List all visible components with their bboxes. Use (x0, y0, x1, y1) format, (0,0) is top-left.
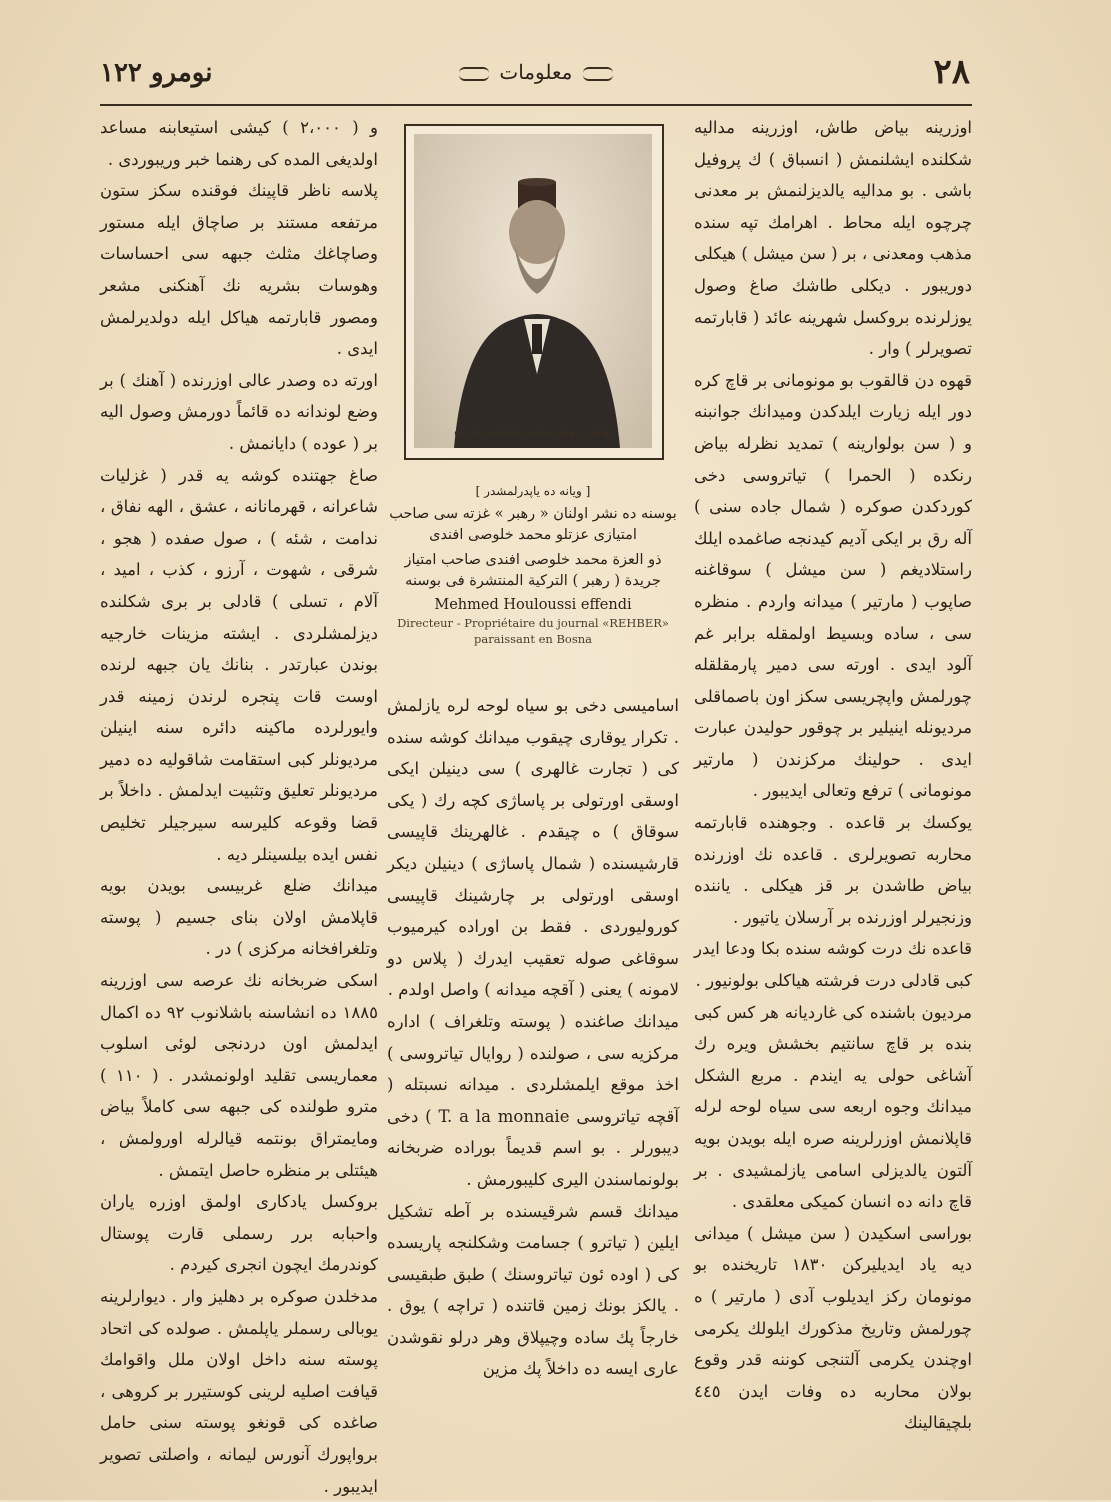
portrait-inscription: بهجه بربهجه صاحبه امضاسه دکرده (454, 425, 612, 438)
figure-caption (387, 484, 679, 647)
caption-french-1: Directeur - Propriétaire du journal «REHBER» (397, 616, 669, 630)
paragraph: صاغ جهتنده کوشه یه قدر ( غزلیات شاعرانه ، قهرمانانه ، عشق ، الهه نفاق ، ندامت ، شئه ) ، صول صفده ( هجو ، شرقی ، شهوت ، آرزو ، کذب ، امید ، آلام ، تسلی ) قادلی بر بری شکلنده دیزلمشلردی . ایشته مزینات خارجیه بوندن عبارتدر . بنانك یان جبهه لرنده اوست قات پنجره لرندن زمینه قدر وایورلرده ماکینه دائره سنه اینیلن مردیونلر کبی استقامت شاقولیه ده دمیر مردیونلر تعلیق وتثبیت ایدلمش . داخلاً بر قضا وقوعه کلیرسه سیرجیلر تخلیص نفس ایده بیلسینلر دیه . (100, 465, 378, 864)
column-right (694, 112, 972, 1433)
caption-ottoman-1: بوسنه ده نشر اولنان « رهبر » غزته سی صاحب امتیازی عزتلو محمد خلوصی افندی (389, 506, 677, 543)
portrait-icon (414, 134, 652, 448)
paragraph: میدانك قسم شرقیسنده بر آطه تشکیل ایلین ( تیاترو ) جسامت وشکلنجه پاریسده کی ( اوده ئون تیاتروسنك ) طبق طبقیسی . یالکز بونك زمین قاتنده ( تراچه ) یوق . خارجاً پك ساده وچیپلاق وهر درلو نقوشدن عاری ایسه ده داخلاً پك مزین (387, 1201, 679, 1379)
left-ornament-icon (583, 67, 613, 81)
header-rule (100, 104, 972, 106)
paragraph: مدخلدن صوکره بر دهلیز وار . دیوارلرینه یوبالی رسملر یاپلمش . صولده کی اتحاد پوسته سنه داخل اولان ملل واقوامك قیافت اصلیه لرینی کوستیرر بر کروهی ، صاغده کی قونغو پوسته سنی حامل برواپورك آنورس لیمانه ، واصلتی تصویر ایدیبور . (100, 1286, 378, 1496)
caption-french-2: paraissant en Bosna (474, 632, 592, 646)
column-middle (387, 690, 679, 1410)
paragraph: میدانك ضلع غربیسی بویدن بویه قاپلامش اولان بنای جسیم ( پوسته وتلغرافخانه مرکزی ) در . (100, 876, 378, 959)
paragraph: بوراسی اسکیدن ( سن میشل ) میدانی دیه یاد ایدیلیرکن ١٨٣٠ تاریخنده بو مونومان رکز ایدیلوب آدی ( مارتیر ) ه چورلمش وتاریخ مذکورك ایلولك یکرمی اوچندن یکرمی آلتنجی کوننه قدر وقوع بولان محاربه ده وفات ایدن ٤٤٥ بلچیقالینك (694, 1223, 972, 1433)
magazine-title-text: معلومات (499, 60, 573, 84)
magazine-title (455, 60, 617, 84)
caption-name: Mehmed Houloussi effendi (434, 597, 632, 613)
paragraph: اورته ده وصدر عالی اوزرنده ( آهنك ) بر وضع لوندانه ده قائماً دورمش وصول الیه بر ( عوده ) دایانمش . (100, 370, 378, 453)
column-left (100, 112, 378, 1496)
paragraph: بروکسل یادکاری اولمق اوزره یاران واحبابه برر رسملی قارت پوستال کوندرمك ایچون انجری کیردم . (100, 1192, 378, 1275)
paragraph: پلاسه ناظر قاپینك فوقنده سکز ستون مرتفعه مستند بر صاچاق ایله مستور وصاچاغك مثلث جبهه سی احساسات وهوسات بشریه نك آهنکنی مشعر ومصور قابارتمه هیاکل ایله دولدیرلمش ایدی . (100, 181, 378, 359)
right-ornament-icon (459, 67, 489, 81)
issue-number: نومرو ١٢٢ (100, 58, 213, 88)
paragraph: مردیون باشنده کی غاردیانه هر کس کبی بنده بر قاچ سانتیم بخشش ویره رك آشاغی حولی یه ایندم . مربع الشکل میدانك وجوه اربعه سی سیاه لوحه لرله قاپلانمش اوزرلرینه صره ایله بویدن بویه آلتون یالدیزلی اسامی یازلمشیدی . بر قاچ دانه ده انسان کمیکی معلقدی . (694, 1002, 972, 1212)
paragraph: قاعده نك درت کوشه سنده بکا ودعا ایدر کبی قادلی درت فرشته هیاکلی بولونیور . (694, 939, 972, 991)
paragraph: اوزرینه بیاض طاش، اوزرینه مدالیه شکلنده ایشلنمش ( انسباق ) ك پروفیل باشی . بو مدالیه یالدیزلنمش بر معدنی چرچوه ایله محاط . اهرامك تپه سنده مذهب ومعدنی ، بر ( سن میشل ) هیکلی دوریبور . دیکلی طاشك صاغ وصول یوزلرنده بروکسل شهرینه عائد ( قابارتمه تصویرلر ) وار . (694, 118, 972, 359)
portrait-frame (404, 124, 664, 460)
paragraph: اسکی ضربخانه نك عرصه سی اوزرینه ١٨٨٥ ده انشاسنه باشلانوب ٩٢ ده اکمال ایدلمش اون دردنجی لوئی اسلوب معماریسی تقلید اولونمشدر . ( ١١٠ ) مترو طولنده کی جبهه سی کاملاً بیاض ومایمتراق بونتمه قیالرله اورولمش ، هیئتلی بر منظره حاصل ایتمش . (100, 971, 378, 1180)
photo-credit: [ ویانه ده یاپدرلمشدر ] (475, 484, 591, 498)
paragraph: اسامیسی دخی بو سیاه لوحه لره یازلمش . تکرار یوقاری چیقوب میدانك کوشه سنده کی ( تجارت غالهری ) سی دینیلن ایکی اوسقی اورتولی بر پاساژی کچه رك ( یکی سوقاق ) ه چیقدم . غالهرینك قاپیسی قارشیسنده ( شمال پاساژی ) دینیلن دیکر اوسقی اورتولی بر چارشینك قاپیسی کورولیوردی . فقط بن اوراده کیرمیوب سوقاغی صوله تعقیب ایدرك ( پلاس دو لامونه ) یعنی ( آقچه میدانه ) واصل اولدم . (387, 696, 679, 1000)
portrait-photo (414, 134, 652, 448)
page-header (100, 52, 970, 102)
caption-ottoman-2: ذو العزة محمد خلوصی افندی صاحب امتیاز جریدة ( رهبر ) الترکیة المنتشرة فی بوسنه (404, 552, 662, 589)
paragraph: و ( ٢،٠٠٠ ) کیشی استیعابنه مساعد اولدیغی المده کی رهنما خبر وریبوردی . (100, 118, 378, 169)
paragraph: قهوه دن قالقوب بو مونومانی بر قاچ کره دور ایله زیارت ایلدکدن ومیدانك جوانبنه و ( سن بولوارینه ) تمدید نظرله بیاض رنکده ( الحمرا ) تیاتروسی دخی کوردکدن صوکره ( شمال جاده سنی ) آله رق بر ایکی آدیم کیدنجه صاغمده ایلك راستلادیغم ( سن میشل ) سوقاغنه صاپوب ( مارتیر ) میدانه واردم . منظره سی ، ساده وبسیط اولمقله برابر غم آلود ایدی . اورته سی دمیر پارمقلقله چورلمش واپچریسی سکز اون باصماقلی مردیونله اینیلیر بر چوقور حولیدن عبارت ایدی . حولینك مرکزندن ( مارتیر مونومانی ) ترفع وتعالی ایدیبور . (694, 370, 972, 801)
paragraph: یوکسك بر قاعده . وجوهنده قابارتمه محاربه تصویرلری . قاعده نك اوزرنده بیاض طاشدن بر قز هیکلی . یاننده وزنجیرلر اوزرنده بر آرسلان یاتیور . (694, 813, 972, 927)
page-number: ٢٨ (933, 52, 970, 92)
paragraph: میدانك صاغنده ( پوسته وتلغراف ) اداره مرکزیه سی ، صولنده ( روایال تیاتروسی ) اخذ موقع ایلمشلردی . میدانه نسبتله ( آقچه تیاتروسی T. a la monnaie ) دخی دیبورلر . بو اسم قدیماً بوراده ضربخانه بولونماسندن الیری کلیبورمش . (387, 1011, 679, 1189)
